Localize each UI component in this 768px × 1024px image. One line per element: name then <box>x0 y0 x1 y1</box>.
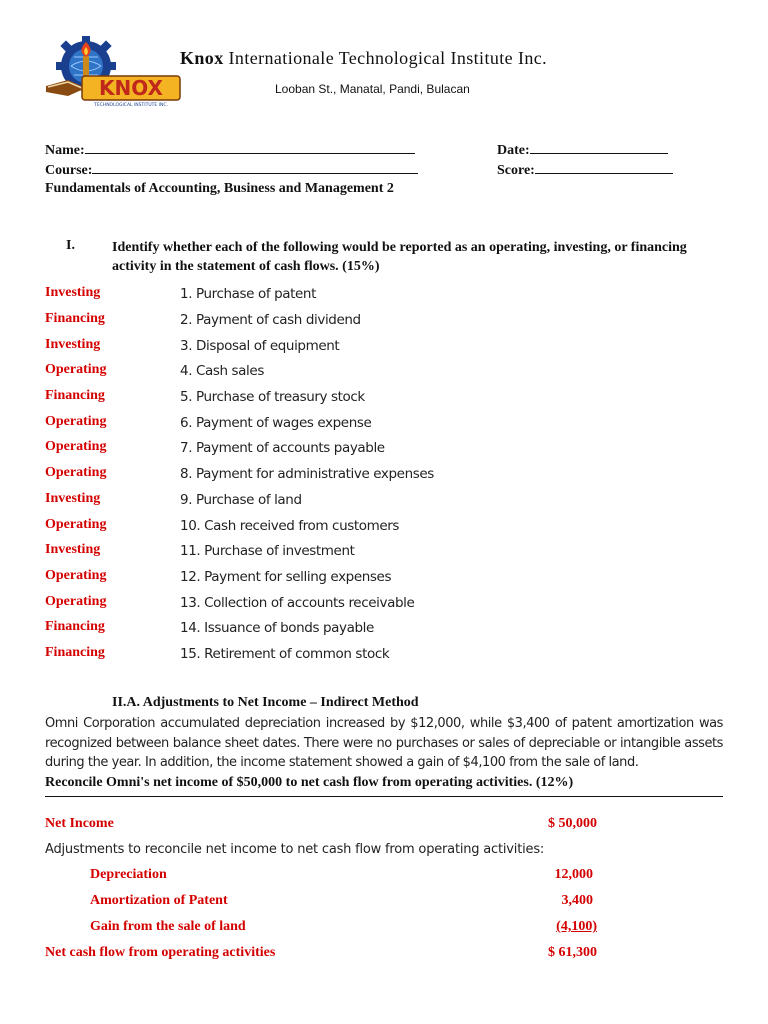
part1-instruction: Identify whether each of the following would be reported as an operating, investing, or financing activity in the statement of cash flows. (15%) <box>112 240 687 274</box>
item-14: 14. Issuance of bonds payable <box>180 620 374 636</box>
name-label: Name: <box>45 143 85 158</box>
item-12: 12. Payment for selling expenses <box>180 569 392 585</box>
subject-title: Fundamentals of Accounting, Business and Management 2 <box>45 181 394 196</box>
answer-15: Financing <box>45 645 105 660</box>
adjustments-caption: Adjustments to reconcile net income to net cash flow from operating activities: <box>45 842 545 857</box>
net-income-value: $ 50,000 <box>548 816 597 831</box>
net-cash-label: Net cash flow from operating activities <box>45 945 276 960</box>
item-13: 13. Collection of accounts receivable <box>180 595 415 611</box>
logo-graphic <box>44 36 182 108</box>
institution-address: Looban St., Manatal, Pandi, Bulacan <box>275 82 470 96</box>
item-10: 10. Cash received from customers <box>180 518 400 534</box>
amortization-label: Amortization of Patent <box>90 893 228 908</box>
institution-name <box>180 48 547 69</box>
item-5: 5. Purchase of treasury stock <box>180 389 365 405</box>
answer-5: Financing <box>45 388 105 403</box>
score-field <box>497 161 673 179</box>
net-cash-value: $ 61,300 <box>548 945 597 960</box>
logo-text: KNOX <box>99 76 163 100</box>
answer-9: Investing <box>45 491 101 506</box>
name-field <box>45 141 415 159</box>
answer-10: Operating <box>45 517 107 532</box>
part2a-paragraph: Omni Corporation accumulated depreciation increased by $12,000, while $3,400 of patent amortization was recognized between balance sheet dates. There were no purchases or sales of depreciable or intangible assets during the year. In addition, the income statement showed a gain of $4,100 from the sale of land. <box>45 716 723 770</box>
item-4: 4. Cash sales <box>180 363 264 379</box>
item-6: 6. Payment of wages expense <box>180 415 372 431</box>
answer-7: Operating <box>45 439 107 454</box>
amortization-value: 3,400 <box>561 893 593 908</box>
course-label: Course: <box>45 163 93 178</box>
item-1: 1. Purchase of patent <box>180 286 316 302</box>
item-15: 15. Retirement of common stock <box>180 646 390 662</box>
divider <box>45 796 723 797</box>
part2a-task: Reconcile Omni's net income of $50,000 to net cash flow from operating activities. (12%) <box>45 775 574 790</box>
depreciation-label: Depreciation <box>90 867 167 882</box>
answer-13: Operating <box>45 594 107 609</box>
institution-name-rest: Internationale Technological Institute Inc. <box>228 48 548 68</box>
gain-value: (4,100) <box>556 919 597 934</box>
answer-12: Operating <box>45 568 107 583</box>
item-7: 7. Payment of accounts payable <box>180 440 385 456</box>
date-line[interactable] <box>530 141 668 154</box>
score-line[interactable] <box>535 161 673 174</box>
item-3: 3. Disposal of equipment <box>180 338 340 354</box>
course-line[interactable] <box>92 161 418 174</box>
answer-14: Financing <box>45 619 105 634</box>
depreciation-value: 12,000 <box>554 867 593 882</box>
item-11: 11. Purchase of investment <box>180 543 355 559</box>
institution-logo <box>44 36 182 108</box>
item-9: 9. Purchase of land <box>180 492 302 508</box>
item-2: 2. Payment of cash dividend <box>180 312 361 328</box>
course-field <box>45 161 418 179</box>
score-label: Score: <box>497 163 535 178</box>
part2a-heading: II.A. Adjustments to Net Income – Indirect Method <box>112 695 419 710</box>
part1-numeral: I. <box>66 238 75 253</box>
answer-1: Investing <box>45 285 101 300</box>
item-8: 8. Payment for administrative expenses <box>180 466 434 482</box>
answer-3: Investing <box>45 337 101 352</box>
answer-6: Operating <box>45 414 107 429</box>
date-label: Date: <box>497 143 530 158</box>
gain-label: Gain from the sale of land <box>90 919 246 934</box>
name-line[interactable] <box>85 141 415 154</box>
answer-2: Financing <box>45 311 105 326</box>
logo-subtext: TECHNOLOGICAL INSTITUTE INC. <box>94 103 168 108</box>
date-field <box>497 141 668 159</box>
answer-11: Investing <box>45 542 101 557</box>
answer-8: Operating <box>45 465 107 480</box>
answer-4: Operating <box>45 362 107 377</box>
institution-name-bold: Knox <box>180 48 224 68</box>
net-income-label: Net Income <box>45 816 114 831</box>
